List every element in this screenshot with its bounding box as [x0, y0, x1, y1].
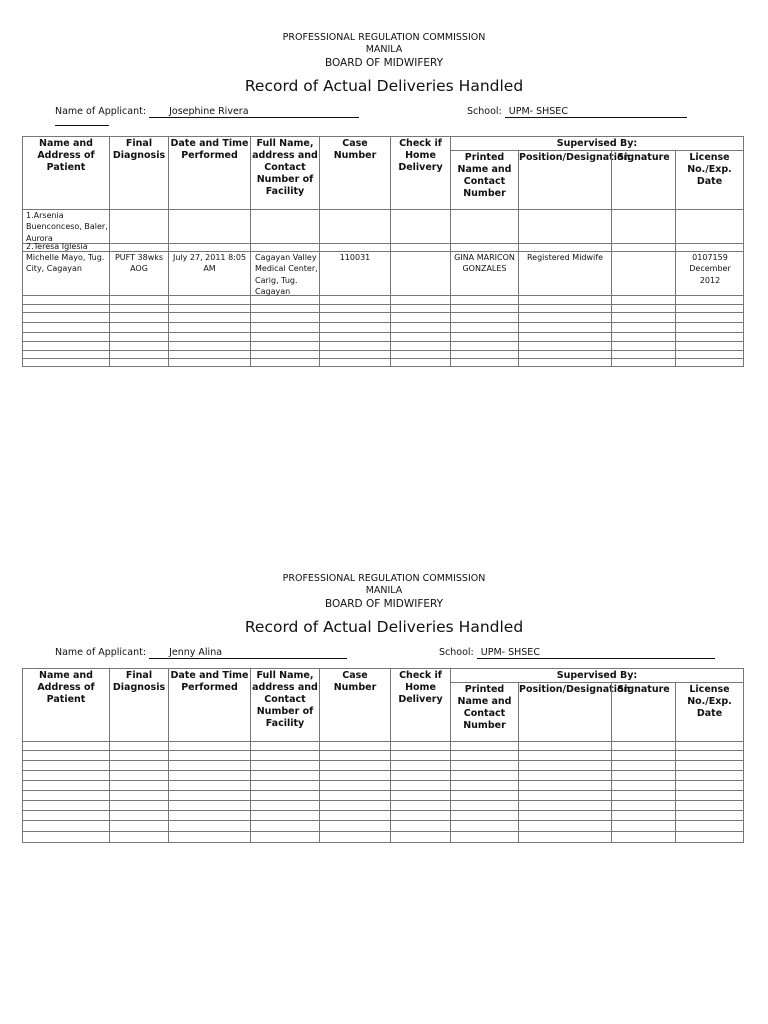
column-divider: [319, 741, 320, 843]
row-line: [22, 332, 744, 333]
col-header-home-delivery: Check if Home Delivery: [390, 136, 451, 210]
row-line: [22, 322, 744, 323]
col-header-facility: Full Name, address and Contact Number of Facility: [250, 668, 320, 742]
column-divider: [168, 209, 169, 367]
date-time-value: July 27, 2011 8:05 AM: [172, 253, 247, 274]
supervisor-position-value: Registered Midwife: [526, 253, 603, 262]
board-name: BOARD OF MIDWIFERY: [324, 598, 444, 610]
school-field: [467, 106, 687, 118]
row-line: [22, 760, 744, 761]
col-header-position: Position/Designation: [518, 682, 612, 742]
column-divider: [109, 209, 110, 367]
column-divider: [518, 741, 519, 843]
applicant-label: Name of Applicant:: [55, 106, 147, 117]
license-value: 0107159 December 2012: [689, 253, 731, 285]
row-line: [22, 770, 744, 771]
col-header-case-number: Case Number: [319, 668, 391, 742]
col-header-supervised-by: Supervised By:: [450, 668, 744, 683]
column-divider: [675, 741, 676, 843]
table-border-left: [22, 209, 23, 367]
row-line: [22, 341, 744, 342]
school-value: UPM- SHSEC: [505, 106, 687, 118]
column-divider: [390, 741, 391, 843]
col-header-date-time: Date and Time Performed: [168, 668, 251, 742]
col-header-signature: Signature: [611, 150, 676, 210]
final-diagnosis-value: PUFT 38wks AOG: [114, 253, 164, 274]
column-divider: [450, 209, 451, 367]
row-line: [22, 750, 744, 751]
patient-name-address: Michelle Mayo, Tug. City, Cagayan: [26, 253, 105, 274]
commission-name: PROFESSIONAL REGULATION COMMISSION: [282, 573, 486, 584]
deliveries-table: [22, 668, 744, 843]
column-divider: [109, 741, 110, 843]
row-line: [22, 820, 744, 821]
applicant-field: [55, 106, 359, 118]
school-value: UPM- SHSEC: [477, 647, 715, 659]
deliveries-table: [22, 136, 744, 367]
col-header-name-address: Name and Address of Patient: [22, 668, 110, 742]
applicant-label: Name of Applicant:: [55, 647, 147, 658]
column-divider: [168, 741, 169, 843]
table-border-left: [22, 741, 23, 843]
applicant-name: Josephine Rivera: [149, 106, 359, 118]
row-line: [22, 810, 744, 811]
row-line: [22, 295, 744, 296]
form-title: Record of Actual Deliveries Handled: [244, 77, 524, 95]
school-label: School:: [467, 106, 502, 117]
school-label: School:: [439, 647, 474, 658]
applicant-underline-continued: [55, 125, 109, 126]
table-border-right: [743, 741, 744, 843]
col-header-name-address: Name and Address of Patient: [22, 136, 110, 210]
patient-name-address: 1.Arsenia Buenconceso, Baler, Aurora: [26, 211, 108, 243]
supervisor-name-value: GINA MARICON GONZALES: [454, 253, 515, 274]
col-header-final-diagnosis: Final Diagnosis: [109, 136, 169, 210]
facility-value: Cagayan Valley Medical Center, Carig, Tug. Cagayan: [255, 253, 318, 296]
row-line: [22, 800, 744, 801]
col-header-position: Position/Designation: [518, 150, 612, 210]
applicant-name: Jenny Alina: [149, 647, 347, 659]
row-line: [22, 350, 744, 351]
col-header-license: License No./Exp. Date: [675, 682, 744, 742]
row-line: [22, 243, 744, 244]
row-line: [22, 304, 744, 305]
col-header-supervised-by: Supervised By:: [450, 136, 744, 151]
col-header-signature: Signature: [611, 682, 676, 742]
col-header-printed-name: Printed Name and Contact Number: [450, 150, 519, 210]
table-border-bottom: [22, 366, 744, 367]
commission-city: MANILA: [365, 44, 403, 55]
column-divider: [390, 209, 391, 367]
row-line: [22, 312, 744, 313]
patient-name-address: 2.Teresa Iglesia: [26, 242, 88, 251]
column-divider: [675, 209, 676, 367]
col-header-case-number: Case Number: [319, 136, 391, 210]
column-divider: [611, 209, 612, 367]
table-border-right: [743, 209, 744, 367]
row-line: [22, 358, 744, 359]
col-header-home-delivery: Check if Home Delivery: [390, 668, 451, 742]
form-title: Record of Actual Deliveries Handled: [244, 618, 524, 636]
col-header-printed-name: Printed Name and Contact Number: [450, 682, 519, 742]
case-number-value: 110031: [339, 253, 371, 262]
commission-name: PROFESSIONAL REGULATION COMMISSION: [282, 32, 486, 43]
applicant-field: [55, 647, 347, 659]
row-line: [22, 790, 744, 791]
column-divider: [319, 209, 320, 367]
school-field: [439, 647, 715, 659]
row-line: [22, 831, 744, 832]
column-divider: [518, 209, 519, 367]
commission-city: MANILA: [365, 585, 403, 596]
col-header-license: License No./Exp. Date: [675, 150, 744, 210]
table-border-bottom: [22, 842, 744, 843]
col-header-facility: Full Name, address and Contact Number of Facility: [250, 136, 320, 210]
row-line: [22, 780, 744, 781]
col-header-date-time: Date and Time Performed: [168, 136, 251, 210]
column-divider: [611, 741, 612, 843]
column-divider: [450, 741, 451, 843]
column-divider: [250, 209, 251, 367]
col-header-final-diagnosis: Final Diagnosis: [109, 668, 169, 742]
board-name: BOARD OF MIDWIFERY: [324, 57, 444, 69]
column-divider: [250, 741, 251, 843]
